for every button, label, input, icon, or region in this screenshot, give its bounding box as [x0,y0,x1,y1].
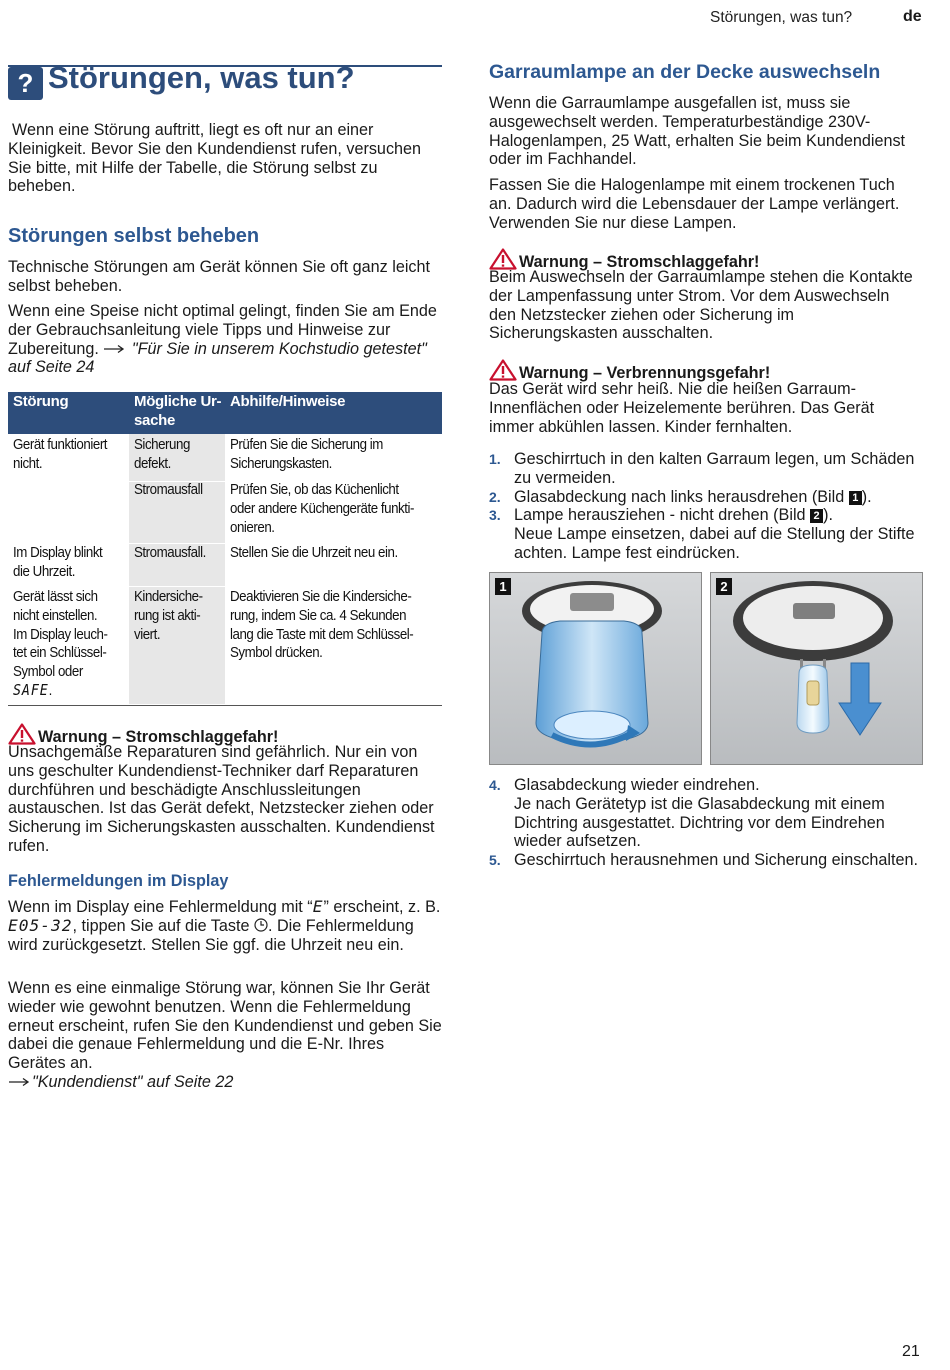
table-cell-cause: Sicherung defekt. [134,437,190,472]
lamp-cover-illustration [490,573,701,764]
display-code-safe: SAFE [13,681,49,699]
table-header-row [8,392,442,434]
section3-paragraph-1: Wenn die Garraumlampe ausgefallen ist, muss sie ausgewechselt werden. Temperaturbeständige 230V-Halogenlampen, 25 Watt, erhalten Sie beim Kundendienst oder im Fachhandel. [489,94,906,169]
illustration-pull-out-lamp [710,572,923,765]
warning-title: Warnung – Stromschlaggefahr! [38,728,279,746]
row-divider [8,586,442,587]
p1-text: , tippen Sie auf die Taste [72,916,250,935]
section1-paragraph-1: Technische Störungen am Gerät können Sie oft ganz leicht selbst beheben. [8,258,431,295]
cross-reference-link[interactable]: "Für Sie in unserem Kochstudio getestet" auf Seite 24 [8,339,427,377]
warning-triangle-icon [489,248,517,270]
step-text: Geschirrtuch in den kalten Garraum legen, um Schäden zu vermeiden. [514,450,915,487]
column-header-problem: Störung [13,393,69,410]
problem-text: Gerät lässt sich nicht einstellen. Im Display leuch- tet ein Schlüssel- Symbol oder [13,589,108,681]
step-text: Glasabdeckung nach links herausdrehen (Bild [514,487,845,506]
table-cell-remedy: Stellen Sie die Uhrzeit neu ein. [230,545,398,561]
step-text: ). [861,487,872,506]
warning-title: Warnung – Verbrennungsgefahr! [519,364,771,382]
arrow-right-icon [103,340,127,359]
figure-ref-badge: 1 [849,491,862,505]
warning-triangle-icon [489,359,517,381]
step-text: Glasabdeckung wieder eindrehen. [514,776,760,794]
table-cell-problem: Im Display blinkt die Uhrzeit. [13,545,103,580]
table-cell-remedy: Prüfen Sie, ob das Küchenlicht oder andere Küchengeräte funkti- onieren. [230,482,415,536]
list-item [489,776,921,851]
step-text: ). [823,506,833,525]
table-cell-cause: Stromausfall [134,482,203,498]
section-heading-error-messages: Fehlermeldungen im Display [8,872,229,890]
section1-p2-text: Wenn eine Speise nicht optimal gelingt, finden Sie am Ende der Gebrauchsanleitung viele Tipps und Hinweise zur Zubereitung. [8,302,437,358]
section-heading-self-fix: Störungen selbst beheben [8,225,260,247]
clock-icon [254,918,268,932]
list-item [489,851,921,870]
step-number: 4. [489,777,501,793]
p1-text: Wenn im Display eine Fehlermeldung mit “ [8,898,313,916]
column-header-cause: Mögliche Ur- sache [134,393,222,429]
step-text: Geschirrtuch herausnehmen und Sicherung einschalten. [514,851,919,870]
table-cell-cause: Kindersiche- rung ist akti- viert. [134,589,203,643]
warning-triangle-icon [8,723,36,745]
question-icon: ? [8,67,43,100]
section2-paragraph-1 [8,898,444,954]
step-extra: Je nach Gerätetyp ist die Glasabdeckung mit einem Dichtring ausgestattet. Dichtring vor dem Eindrehen wieder aufsetzen. [514,794,885,851]
list-item [489,450,921,488]
instruction-steps-b [489,776,921,870]
p2-text: Wenn es eine einmalige Störung war, können Sie Ihr Gerät wieder wie gewohnt benutzen. Wenn die Fehlermeldung erneut erscheint, rufen Sie den Kundendienst und geben Sie dabei die genaue Fehlermeldung und die E-Nr. Ihres Gerätes an. [8,979,442,1073]
step-number: 5. [489,852,501,869]
p1-text: . Die Fehlermeldung wird zurückgesetzt. Stellen Sie ggf. die Uhrzeit neu ein. [8,916,414,954]
language-code: de [903,8,922,25]
step-number: 3. [489,507,501,524]
table-cell-problem: Gerät funktioniert nicht. [13,437,108,472]
list-item [489,506,921,562]
figure-label: 1 [495,578,511,595]
list-item [489,488,921,507]
step-text: Lampe herausziehen - nicht drehen (Bild [514,506,806,525]
table-column-shade [129,434,225,704]
step-number: 2. [489,488,501,505]
illustration-remove-glass-cover [489,572,702,765]
table-cell-remedy: Deaktivieren Sie die Kindersiche- rung, indem Sie ca. 4 Sekunden lang die Taste mit dem Schlüssel- Symbol drücken. [230,589,414,662]
warning-text: Unsachgemäße Reparaturen sind gefährlich. Nur ein von uns geschulter Kundendienst-Techniker darf Reparaturen durchführen und beschädigte Anschlussleitungen austauschen. Ist das Gerät defekt, Netzstecker ziehen oder Sicherung im Sicherungskasten ausschalten. Kundendienst rufen. [8,743,435,855]
table-cell-problem: Gerät lässt sich nicht einstellen. Im Display leuch- tet ein Schlüssel- Symbol oder SAFE. [13,589,108,699]
display-code-error: E05-32 [8,915,73,935]
cross-reference-link[interactable]: "Kundendienst" auf Seite 22 [32,1072,234,1091]
step-extra: Neue Lampe einsetzen, dabei auf die Stellung der Stifte achten. Lampe fest eindrücken. [514,525,915,562]
table-cell-remedy: Prüfen Sie die Sicherung im Sicherungskasten. [230,437,383,472]
step-number: 1. [489,451,501,467]
running-header-title: Störungen, was tun? [710,9,853,26]
arrow-right-icon [8,1073,32,1092]
figure-ref-badge: 2 [810,509,823,523]
section3-paragraph-2: Fassen Sie die Halogenlampe mit einem trockenen Tuch an. Dadurch wird die Lebensdauer der Lampe verlängert. Verwenden Sie nur diese Lampen. [489,176,900,232]
intro-text: Wenn eine Störung auftritt, liegt es oft nur an einer Kleinigkeit. Bevor Sie den Kundendienst rufen, versuchen Sie bitte, mit Hilfe der Tabelle, die Störung selbst zu beheben. [8,121,422,196]
display-code-e: E [312,897,324,916]
warning-title: Warnung – Stromschlaggefahr! [519,253,760,271]
section-heading-lamp: Garraumlampe an der Decke auswechseln [489,61,881,83]
figure-label: 2 [716,578,732,595]
p1-text: ” erscheint, z. B. [323,898,441,916]
section1-paragraph-2 [8,302,444,377]
warning-text: Das Gerät wird sehr heiß. Nie die heißen Garraum-Innenflächen oder Heizelemente berühren. Das Gerät immer abkühlen lassen. Kinder fernhalten. [489,380,875,436]
troubleshooting-table [8,392,442,706]
instruction-steps-a [489,450,921,563]
warning-text: Beim Auswechseln der Garraumlampe stehen die Kontakte der Lampenfassung unter Strom. Vor dem Auswechseln den Netzstecker ziehen oder Sicherung im Sicherungskasten ausschalten. [489,268,913,343]
page-number: 21 [902,1343,920,1360]
column-header-remedy: Abhilfe/Hinweise [230,393,346,410]
section2-paragraph-2 [8,979,444,1092]
halogen-lamp-illustration [711,573,922,764]
table-cell-cause: Stromausfall. [134,545,206,561]
page-title: Störungen, was tun? [48,60,355,95]
